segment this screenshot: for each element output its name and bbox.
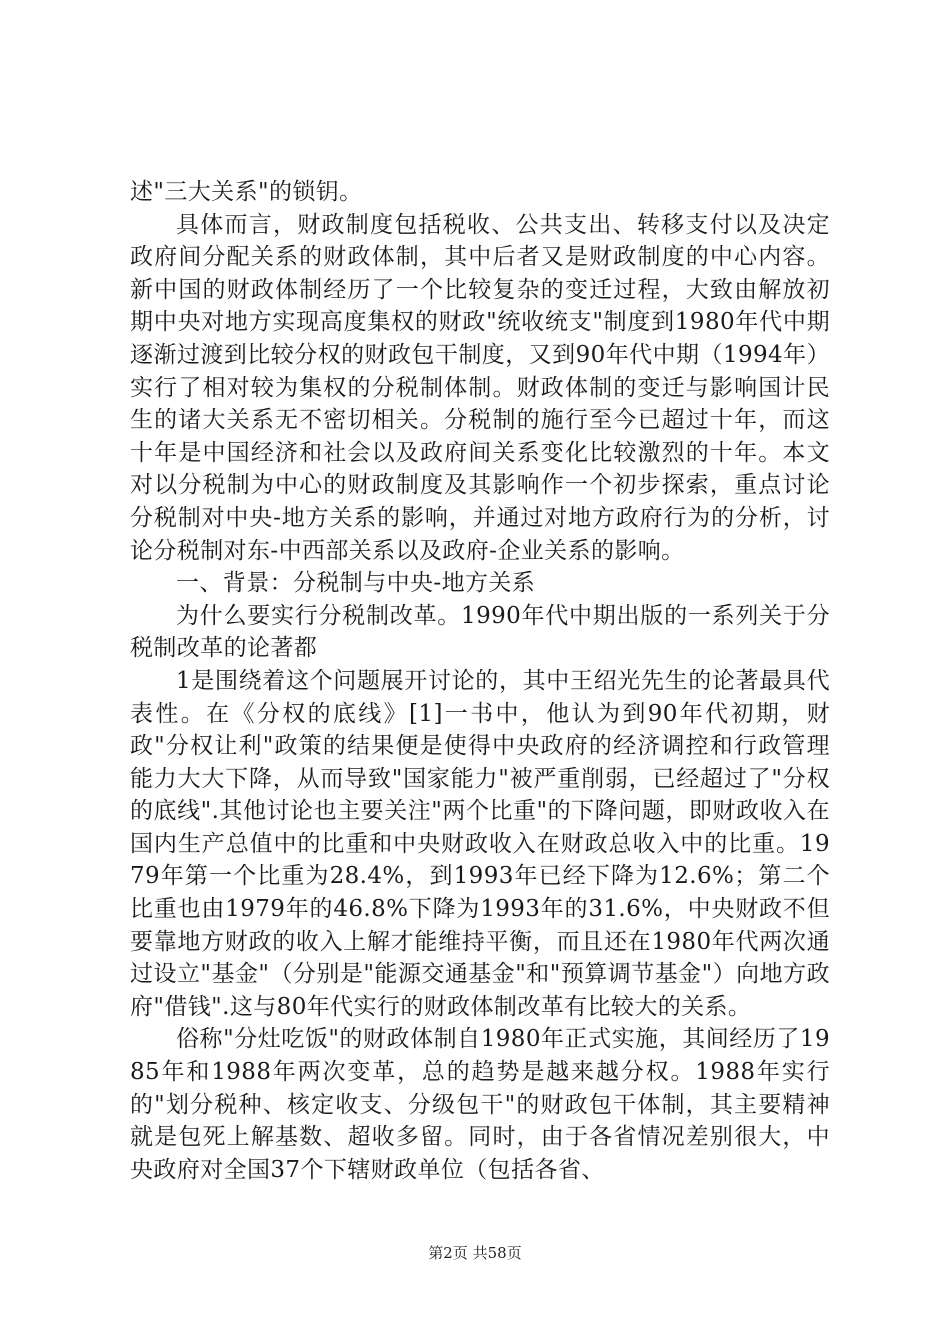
paragraph-fenzao-chifan: 俗称"分灶吃饭"的财政体制自1980年正式实施，其间经历了1985年和1988年两次变革，总的趋势是越来越分权。1988年实行的"划分税种、核定收支、分级包干"的财政包干体制，其主要精神就是包死上解基数、超收多留。同时，由于各省情况差别很大，中央政府对全国37个下辖财政单位（包括各省、 [130,1026,830,1183]
paragraph-literature: 1是围绕着这个问题展开讨论的，其中王绍光先生的论著最具代表性。在《分权的底线》[1]一书中，他认为到90年代初期，财政"分权让利"政策的结果便是使得中央政府的经济调控和行政管理能力大大下降，从而导致"国家能力"被严重削弱，已经超过了"分权的底线".其他讨论也主要关注"两个比重"的下降问题，即财政收入在国内生产总值中的比重和中央财政收入在财政总收入中的比重。1979年第一个比重为28.4%，到1993年已经下降为12.6%；第二个比重也由1979年的46.8%下降为1993年的31.6%，中央财政不但要靠地方财政的收入上解才能维持平衡，而且还在1980年代两次通过设立"基金"（分别是"能源交通基金"和"预算调节基金"）向地方政府"借钱".这与80年代实行的财政体制改革有比较大的关系。 [130,667,830,1020]
paragraph-why-reform: 为什么要实行分税制改革。1990年代中期出版的一系列关于分税制改革的论著都 [130,602,830,662]
section-heading: 一、背景：分税制与中央-地方关系 [176,570,536,597]
paragraph-fiscal-system: 具体而言，财政制度包括税收、公共支出、转移支付以及决定政府间分配关系的财政体制，其中后者又是财政制度的中心内容。新中国的财政体制经历了一个比较复杂的变迁过程，大致由解放初期中央对地方实现高度集权的财政"统收统支"制度到1980年代中期逐渐过渡到比较分权的财政包干制度，又到90年代中期（1994年）实行了相对较为集权的分税制体制。财政体制的变迁与影响国计民生的诸大关系无不密切相关。分税制的施行至今已超过十年，而这十年是中国经济和社会以及政府间关系变化比较激烈的十年。本文对以分税制为中心的财政制度及其影响作一个初步探索，重点讨论分税制对中央-地方关系的影响，并通过对地方政府行为的分析，讨论分税制对东-中西部关系以及政府-企业关系的影响。 [130,211,830,564]
page-footer: 第2页 共58页 [428,1244,522,1262]
paragraph-continuation: 述"三大关系"的锁钥。 [130,179,363,205]
document-body [130,176,830,1186]
